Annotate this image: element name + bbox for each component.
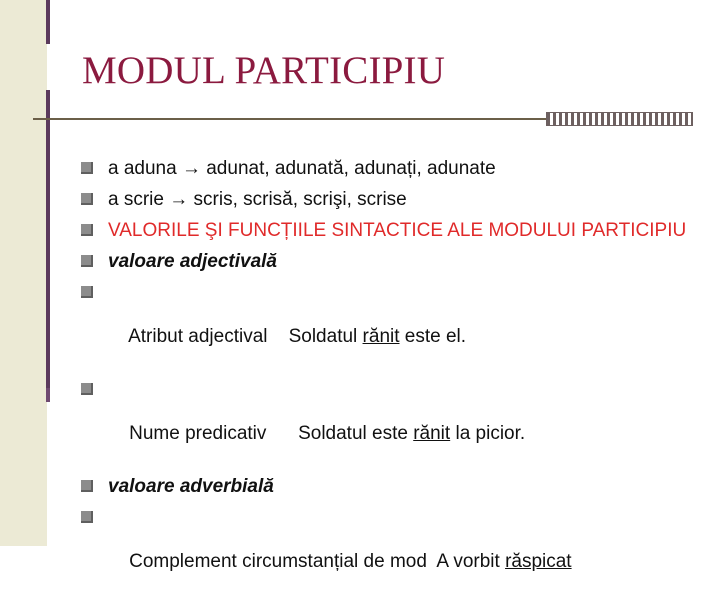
bullet-text: a aduna → adunat, adunată, adunați, adunate — [108, 158, 496, 179]
underlined-word: rănit — [413, 423, 451, 444]
bullet-text-suffix: la picior. — [450, 423, 526, 444]
square-bullet-icon — [81, 286, 93, 298]
square-bullet-icon — [81, 480, 93, 492]
bullet-item-nume-predicativ — [80, 379, 700, 467]
bullet-item-scrie — [80, 189, 700, 211]
bullet-text-suffix: este el. — [399, 326, 467, 347]
bullet-item-aduna — [80, 158, 700, 180]
bullet-item-complement-circumstantial — [80, 507, 700, 595]
bullet-item-valoare-adjectivala — [80, 251, 700, 273]
underlined-word: rănit — [362, 326, 400, 347]
bullet-item-valorile-heading — [80, 220, 700, 242]
title-divider — [33, 112, 693, 128]
bullet-item-valoare-adverbiala — [80, 476, 700, 498]
left-accent-bar-top — [46, 0, 50, 44]
square-bullet-icon — [81, 162, 93, 174]
bullet-text-prefix: Complement circumstanțial de mod A vorbit — [129, 551, 506, 572]
square-bullet-icon — [81, 383, 93, 395]
bullet-text: valoare adverbială — [108, 476, 274, 497]
bullet-text: valoare adjectivală — [108, 251, 277, 272]
bullet-list — [80, 158, 700, 604]
slide-title: MODUL PARTICIPIU — [82, 49, 446, 92]
square-bullet-icon — [81, 193, 93, 205]
left-accent-bar-middle — [46, 90, 50, 388]
square-bullet-icon — [81, 255, 93, 267]
bullet-text-prefix: Atribut adjectival Soldatul — [128, 326, 363, 347]
left-accent-bar-bottom — [46, 388, 50, 402]
bullet-text: a scrie → scris, scrisă, scrişi, scrise — [108, 189, 407, 210]
bullet-text: VALORILE ŞI FUNCȚIILE SINTACTICE ALE MODULUI PARTICIPIU — [108, 220, 687, 241]
underlined-word: răspicat — [505, 551, 572, 572]
left-decorative-band — [0, 0, 47, 546]
square-bullet-icon — [81, 224, 93, 236]
bullet-item-atribut-adjectival — [80, 282, 700, 370]
square-bullet-icon — [81, 511, 93, 523]
divider-pattern-block — [546, 112, 693, 126]
bullet-text-prefix: Nume predicativ Soldatul este — [129, 423, 414, 444]
